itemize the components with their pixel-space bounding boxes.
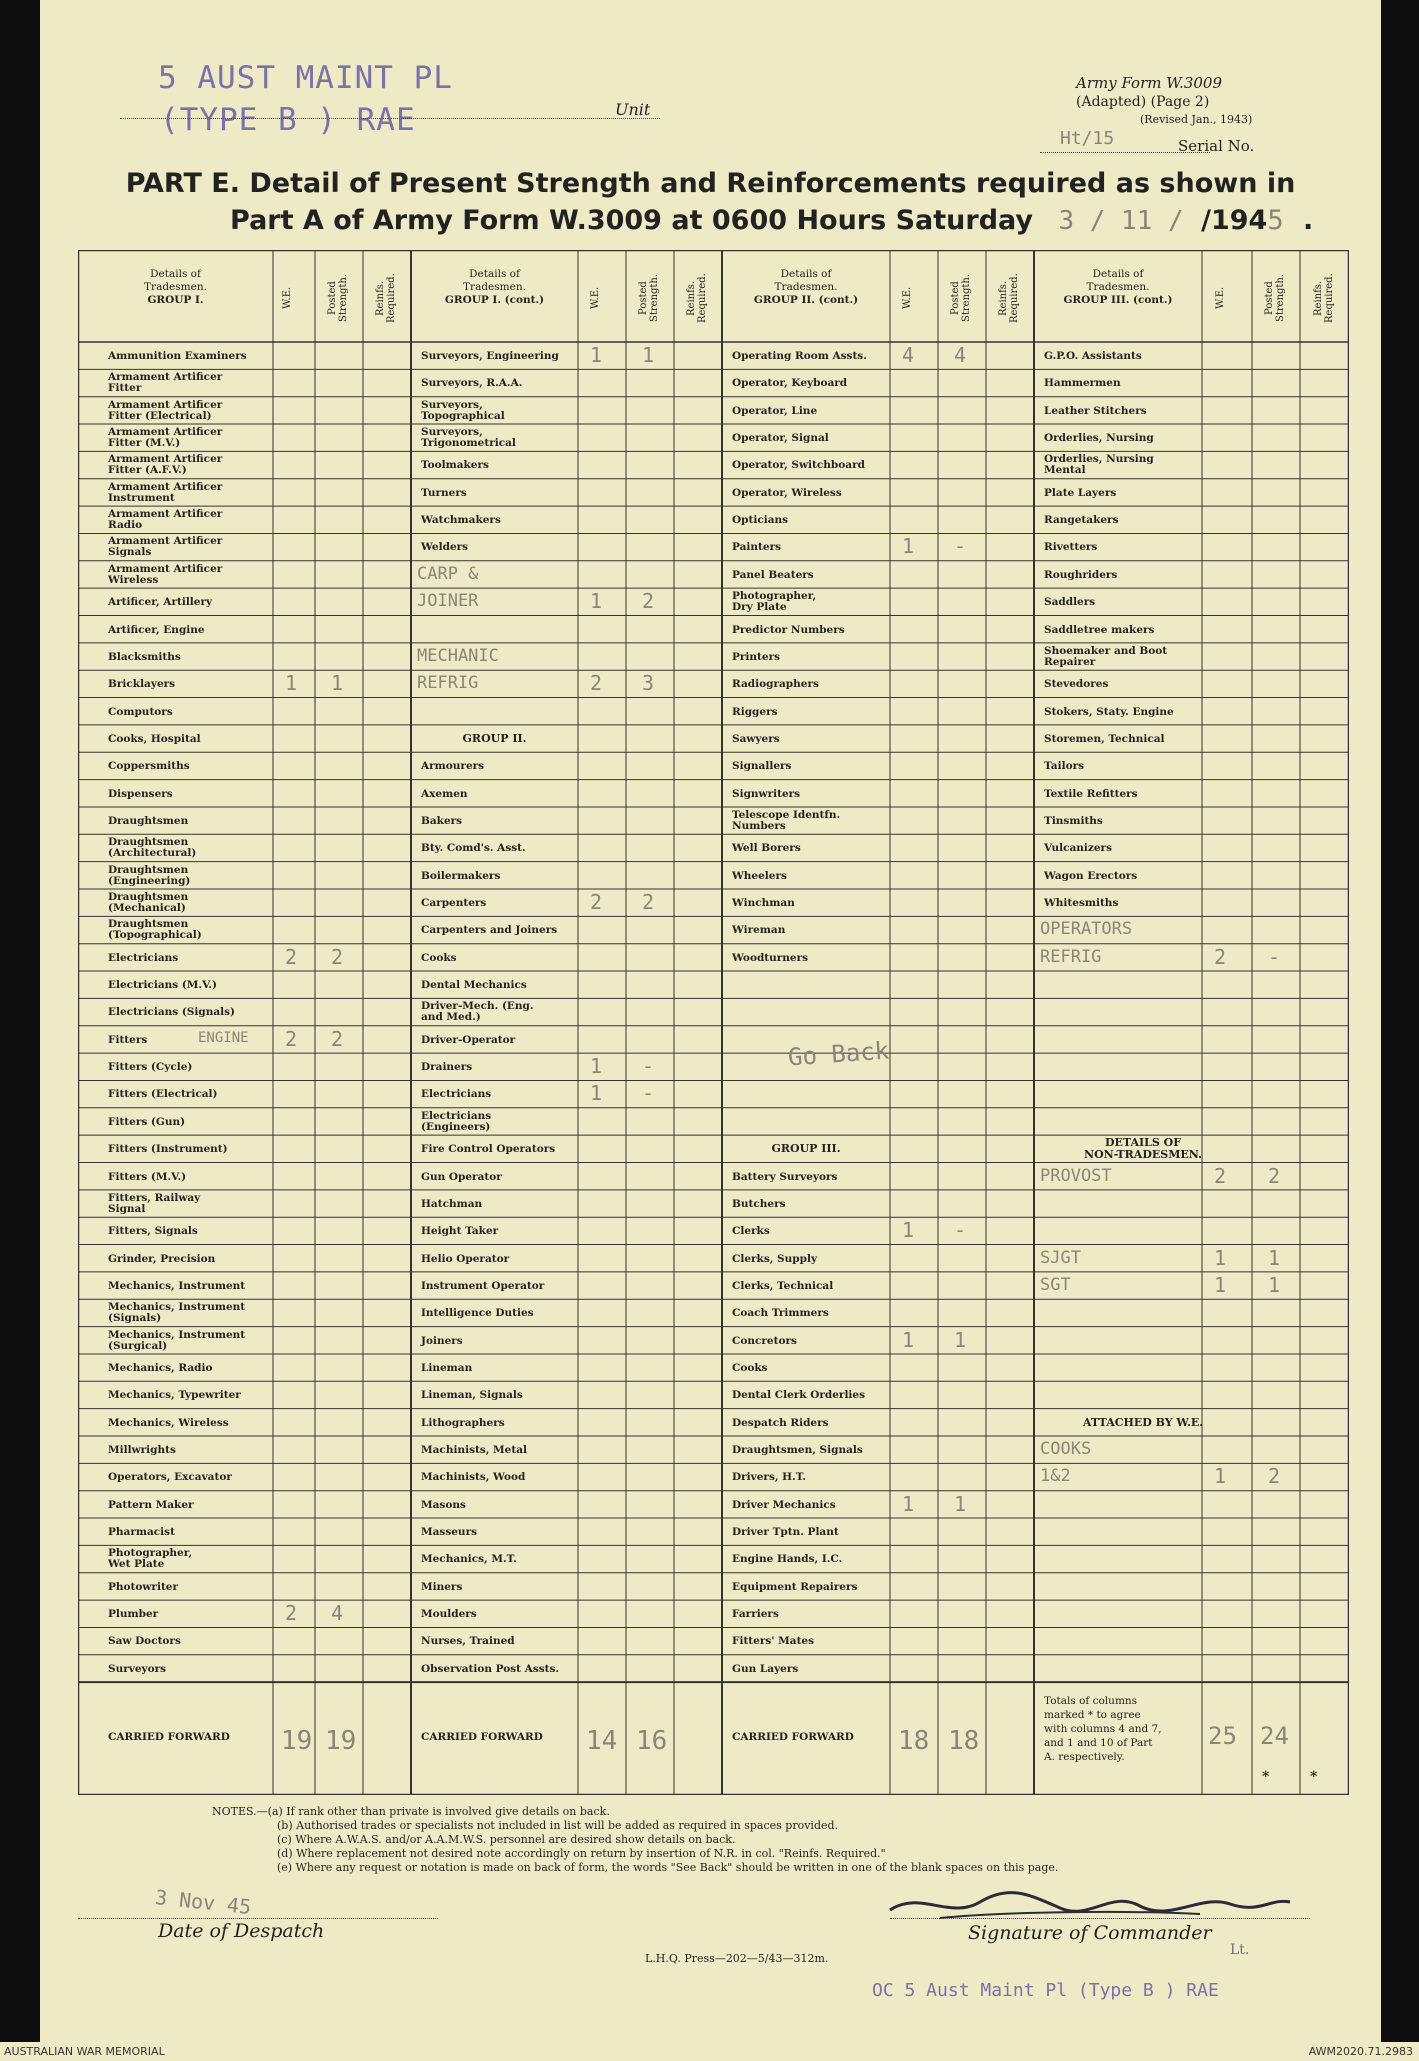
tradesman-label: Mechanics, Radio	[108, 1361, 213, 1374]
tradesman-label: Operator, Signal	[732, 432, 829, 445]
tradesman-label: Tailors	[1044, 760, 1085, 773]
tradesman-label: Observation Post Assts.	[421, 1662, 560, 1675]
tradesman-label: Cooks	[732, 1361, 768, 1374]
unit-label: Unit	[615, 100, 651, 119]
we-header: W.E.	[1215, 286, 1226, 310]
handwritten-we: 1	[590, 1081, 603, 1106]
we-header: W.E.	[902, 286, 913, 310]
tradesman-label: Armament Artificer Wireless	[108, 562, 223, 586]
tradesman-label: Panel Beaters	[732, 568, 814, 581]
tradesman-label: Roughriders	[1044, 568, 1118, 581]
handwritten-we: 1	[902, 1218, 915, 1243]
tradesman-label: Armament Artificer Instrument	[108, 480, 223, 504]
tradesman-label: Fitters (M.V.)	[108, 1170, 187, 1183]
tradesman-label: Electricians	[108, 951, 179, 964]
form-title: Army Form W.3009	[1076, 74, 1222, 92]
tradesman-label: Clerks	[732, 1225, 770, 1238]
tradesman-label: Armament Artificer Fitter (A.F.V.)	[108, 453, 223, 477]
title-line2: Part A of Army Form W.3009 at 0600 Hours Saturday	[230, 205, 1034, 236]
despatch-label: Date of Despatch	[158, 1920, 325, 1942]
tradesman-label: Lineman, Signals	[421, 1389, 523, 1402]
handwritten-trade: CARP &	[417, 563, 479, 584]
tradesman-label: Dental Clerk Orderlies	[732, 1389, 866, 1402]
carried-posted: 18	[948, 1726, 980, 1757]
handwritten-posted: 2	[642, 589, 655, 614]
tradesman-label: Driver Mechanics	[732, 1498, 836, 1511]
tradesman-label: Clerks, Technical	[732, 1279, 834, 1292]
unit-stamp-line1: 5 AUST MAINT PL	[158, 60, 453, 96]
tradesman-label: Armament Artificer Fitter	[108, 371, 223, 395]
tradesman-label: Orderlies, Nursing	[1044, 432, 1154, 445]
carried-we: 19	[281, 1726, 313, 1757]
tradesman-label: Bricklayers	[108, 678, 176, 691]
signature-label: Signature of Commander	[968, 1922, 1212, 1944]
tradesman-label: Photowriter	[108, 1580, 179, 1593]
handwritten-trade: SGT	[1040, 1274, 1071, 1295]
tradesman-label: Armament Artificer Radio	[108, 508, 223, 532]
title-line1: PART E. Detail of Present Strength and Reinforcements required as shown in	[125, 168, 1296, 199]
tradesman-label: Textile Refitters	[1044, 787, 1138, 800]
tradesman-label: Opticians	[732, 514, 789, 527]
handwritten-posted: 2	[1268, 1163, 1281, 1188]
posted-strength-header: Posted Strength.	[950, 273, 972, 323]
tradesman-label: Stokers, Staty. Engine	[1044, 705, 1174, 718]
handwritten-posted: -	[1268, 944, 1281, 969]
year-label: /194	[1201, 205, 1268, 236]
tradesman-label: Drivers, H.T.	[732, 1471, 806, 1484]
posted-strength-header: Posted Strength.	[638, 273, 660, 323]
tradesman-label: Surveyors	[108, 1662, 167, 1675]
handwritten-posted: 3	[642, 671, 655, 696]
tradesman-label: Photographer, Wet Plate	[108, 1547, 193, 1571]
title-period: .	[1302, 205, 1314, 236]
column-header-line: GROUP III. (cont.)	[1063, 294, 1173, 306]
tradesman-label: Nurses, Trained	[421, 1635, 515, 1648]
handwritten-trade: 1&2	[1040, 1466, 1071, 1487]
column-header-line: Details of	[469, 268, 520, 280]
tradesman-label: Mechanics, Wireless	[108, 1416, 229, 1429]
carried-posted: 19	[325, 1726, 357, 1757]
tradesman-label: Surveyors, Trigonometrical	[421, 426, 516, 450]
posted-strength-header: Posted Strength.	[327, 273, 349, 323]
tradesman-label: Wireman	[732, 924, 786, 937]
tradesman-label: Cooks, Hospital	[108, 732, 201, 745]
tradesman-label: Operator, Line	[732, 404, 818, 417]
tradesman-label: Despatch Riders	[732, 1416, 829, 1429]
column-header	[1034, 268, 1202, 307]
form-page	[40, 0, 1381, 2042]
tradesman-label: Well Borers	[732, 842, 801, 855]
tradesman-label: Artificer, Engine	[108, 623, 205, 636]
tradesman-label: Operator, Switchboard	[732, 459, 865, 472]
handwritten-note: ENGINE	[198, 1029, 249, 1046]
tradesman-label: Signwriters	[732, 787, 801, 800]
tradesman-label: Rangetakers	[1044, 514, 1119, 527]
tradesman-label: Wheelers	[732, 869, 787, 882]
reinfs-required-header: Reinfs. Required.	[1312, 273, 1335, 323]
totals-note: Totals of columns marked * to agree with columns 4 and 7, and 1 and 10 of Part A. respectively.	[1044, 1695, 1162, 1764]
tradesman-label: Dispensers	[108, 787, 173, 800]
column-header-line: Tradesmen.	[1086, 281, 1150, 293]
oc-stamp: OC 5 Aust Maint Pl (Type B ) RAE	[872, 1980, 1219, 2001]
tradesman-label: Whitesmiths	[1044, 897, 1119, 909]
handwritten-trade: REFRIG	[417, 673, 479, 694]
tradesman-label: Draughtsmen (Architectural)	[108, 836, 197, 860]
handwritten-posted: -	[642, 1054, 655, 1079]
strength-table	[78, 250, 1349, 1795]
tradesman-label: Fitters (Electrical)	[108, 1088, 218, 1101]
tradesman-label: Wagon Erectors	[1044, 869, 1138, 882]
column-header-line: Tradesmen.	[463, 281, 526, 293]
tradesman-label: Toolmakers	[421, 459, 489, 472]
tradesman-label: Coach Trimmers	[732, 1307, 829, 1320]
tradesman-label: Butchers	[732, 1197, 786, 1210]
column-header-line: Tradesmen.	[144, 281, 207, 293]
group-subheading: GROUP II.	[462, 731, 527, 745]
tradesman-label: Bakers	[421, 814, 463, 827]
tradesman-label: Tinsmiths	[1044, 814, 1103, 827]
handwritten-we: 1	[902, 534, 915, 559]
tradesman-label: Pharmacist	[108, 1526, 175, 1539]
tradesman-label: Rivetters	[1044, 541, 1098, 554]
tradesman-label: Surveyors, Engineering	[421, 350, 559, 362]
tradesman-label: Radiographers	[732, 678, 819, 691]
tradesman-label: Orderlies, Nursing Mental	[1044, 453, 1154, 477]
column-header-line: GROUP I.	[147, 294, 204, 306]
tradesman-label: Draughtsmen, Signals	[732, 1444, 863, 1456]
tradesman-label: Fitters, Railway Signal	[108, 1191, 201, 1215]
reinfs-required-header: Reinfs. Required.	[375, 273, 397, 323]
reinfs-required-header: Reinfs. Required.	[686, 273, 708, 323]
handwritten-posted: 2	[1268, 1464, 1281, 1489]
handwritten-trade: SJGT	[1040, 1247, 1081, 1268]
tradesman-label: Armament Artificer Signals	[108, 535, 223, 559]
tradesman-label: Fitters (Cycle)	[108, 1061, 193, 1074]
tradesman-label: Intelligence Duties	[421, 1307, 534, 1320]
tradesman-label: Driver-Operator	[421, 1033, 516, 1046]
handwritten-we: 2	[285, 944, 298, 969]
tradesman-label: Signallers	[732, 760, 792, 773]
tradesman-label: Plate Layers	[1044, 486, 1117, 499]
tradesman-label: Artificer, Artillery	[108, 596, 213, 609]
column-header-line: Tradesmen.	[774, 281, 838, 293]
handwritten-we: 1	[590, 1054, 603, 1079]
carried-forward-label: CARRIED FORWARD	[108, 1731, 230, 1744]
tradesman-label: Farriers	[732, 1608, 779, 1621]
tradesman-label: Lineman	[421, 1361, 473, 1374]
handwritten-trade: COOKS	[1040, 1439, 1092, 1459]
tradesman-label: Bty. Comd's. Asst.	[421, 842, 526, 855]
handwritten-posted: 1	[954, 1491, 967, 1516]
tradesman-label: Saddletree makers	[1044, 623, 1155, 636]
tradesman-label: Masseurs	[421, 1526, 478, 1539]
tradesman-label: Saddlers	[1044, 596, 1096, 609]
tradesman-label: Printers	[732, 650, 781, 663]
unit-line	[120, 118, 660, 119]
title-line2-wrap	[230, 205, 1313, 236]
handwritten-we: 1	[1214, 1245, 1227, 1270]
tradesman-label: Draughtsmen (Engineering)	[108, 863, 191, 887]
handwritten-posted: 1	[331, 671, 344, 696]
tradesman-label: Operator, Wireless	[732, 486, 842, 499]
carried-forward-label: CARRIED FORWARD	[421, 1731, 543, 1744]
handwritten-posted: 4	[331, 1601, 344, 1626]
tradesman-label: Dental Mechanics	[421, 979, 527, 992]
tradesman-label: Armament Artificer Fitter (M.V.)	[108, 426, 223, 450]
column-header	[78, 268, 273, 307]
tradesman-label: Computors	[108, 705, 173, 718]
tradesman-label: Leather Stitchers	[1044, 404, 1147, 417]
tradesman-label: Carpenters and Joiners	[421, 924, 558, 937]
carried-forward-label: CARRIED FORWARD	[732, 1731, 854, 1744]
date-handwritten: 3 / 11 /	[1058, 206, 1184, 236]
tradesman-label: Draughtsmen (Mechanical)	[108, 891, 189, 914]
tradesman-label: Operators, Excavator	[108, 1471, 232, 1484]
handwritten-we: 1	[285, 671, 298, 696]
handwritten-posted: 2	[331, 1026, 344, 1051]
handwritten-we: 1	[902, 1491, 915, 1516]
tradesman-label: Height Taker	[421, 1225, 499, 1238]
tradesman-label: Vulcanizers	[1044, 842, 1113, 855]
tradesman-label: G.P.O. Assistants	[1044, 350, 1142, 362]
tradesman-label: Operating Room Assts.	[732, 350, 867, 362]
star-posted: *	[1262, 1769, 1270, 1786]
handwritten-center-note: Go Back	[787, 1036, 891, 1072]
tradesman-label: Machinists, Wood	[421, 1471, 526, 1484]
tradesman-label: Lithographers	[421, 1416, 505, 1429]
handwritten-we: 1	[902, 1327, 915, 1352]
tradesman-label: Winchman	[732, 897, 795, 909]
handwritten-we: 1	[590, 589, 603, 614]
tradesman-label: Electricians	[421, 1088, 492, 1101]
tradesman-label: Carpenters	[421, 897, 487, 909]
tradesman-label: Mechanics, Instrument	[108, 1279, 246, 1292]
tradesman-label: Watchmakers	[421, 514, 501, 527]
tradesman-label: Operator, Keyboard	[732, 377, 848, 390]
despatch-date: 3 Nov 45	[154, 1885, 253, 1919]
tradesman-label: Moulders	[421, 1608, 477, 1621]
form-adapted: (Adapted) (Page 2)	[1076, 94, 1210, 110]
tradesman-label: Fire Control Operators	[421, 1143, 556, 1156]
tradesman-label: Electricians (Signals)	[108, 1006, 236, 1019]
we-header: W.E.	[590, 286, 601, 310]
tradesman-label: Mechanics, Instrument (Surgical)	[108, 1328, 246, 1352]
tradesman-label: Armourers	[421, 760, 485, 773]
tradesman-label: Equipment Repairers	[732, 1580, 858, 1593]
serial-handwritten: Ht/15	[1060, 128, 1115, 149]
tradesman-label: Surveyors, R.A.A.	[421, 377, 523, 390]
tradesman-label: Hammermen	[1044, 377, 1121, 390]
tradesman-label: Mechanics, Typewriter	[108, 1389, 241, 1402]
handwritten-we: 2	[590, 890, 603, 914]
archive-strip	[0, 2042, 1419, 2061]
handwritten-posted: 1	[1268, 1272, 1281, 1297]
form-revised: (Revised Jan., 1943)	[1140, 113, 1253, 126]
tradesman-label: Boilermakers	[421, 869, 501, 882]
handwritten-we: 1	[1214, 1272, 1227, 1297]
tradesman-label: Stevedores	[1044, 678, 1109, 691]
tradesman-label: Gun Operator	[421, 1170, 502, 1183]
column-header-line: GROUP II. (cont.)	[753, 294, 859, 306]
tradesman-label: Fitters (Gun)	[108, 1115, 186, 1128]
note-e: (e) Where any request or notation is made on back of form, the words "See Back" should be written in one of the blank spaces on this page.	[277, 1861, 1059, 1874]
tradesman-label: Helio Operator	[421, 1252, 510, 1265]
tradesman-label: Saw Doctors	[108, 1635, 181, 1648]
handwritten-trade: REFRIG	[1040, 946, 1102, 967]
tradesman-label: Armament Artificer Fitter (Electrical)	[108, 398, 223, 422]
handwritten-we: 1	[1214, 1464, 1227, 1489]
tradesman-label: Drainers	[421, 1061, 473, 1074]
column-header-line: Details of	[780, 268, 832, 280]
tradesman-label: Blacksmiths	[108, 650, 181, 663]
tradesman-label: Engine Hands, I.C.	[732, 1553, 843, 1566]
unit-stamp-line2: (TYPE B ) RAE	[160, 102, 416, 138]
we-header: W.E.	[282, 286, 293, 310]
handwritten-posted: -	[642, 1081, 655, 1106]
handwritten-posted: 1	[642, 343, 655, 367]
tradesman-label: Coppersmiths	[108, 760, 190, 773]
tradesman-label: Welders	[421, 541, 469, 554]
handwritten-we: 2	[285, 1601, 298, 1626]
tradesman-label: Hatchman	[421, 1197, 483, 1210]
tradesman-label: Surveyors, Topographical	[421, 398, 505, 422]
posted-strength-header: Posted Strength.	[1264, 273, 1286, 323]
lt-label: Lt.	[1230, 1942, 1250, 1958]
tradesman-label: Clerks, Supply	[732, 1252, 818, 1265]
handwritten-posted: 2	[331, 944, 344, 969]
tradesman-label: Machinists, Metal	[421, 1444, 527, 1456]
tradesman-label: Painters	[732, 541, 782, 554]
handwritten-trade: JOINER	[417, 591, 479, 612]
tradesman-label: Fitters (Instrument)	[108, 1143, 228, 1156]
handwritten-trade: PROVOST	[1040, 1165, 1112, 1186]
column-header-line: Details of	[150, 268, 201, 280]
tradesman-label: Instrument Operator	[421, 1279, 545, 1292]
tradesman-label: Grinder, Precision	[108, 1252, 216, 1265]
tradesman-label: Photographer, Dry Plate	[732, 590, 817, 614]
handwritten-trade: OPERATORS	[1040, 919, 1133, 940]
handwritten-we: 2	[285, 1026, 298, 1051]
tradesman-label: Joiners	[421, 1334, 463, 1347]
signature-line	[890, 1918, 1310, 1919]
tradesman-label: Ammunition Examiners	[108, 350, 247, 362]
handwritten-we: 4	[902, 343, 915, 367]
tradesman-label: Fitters, Signals	[108, 1225, 198, 1238]
tradesman-label: Pattern Maker	[108, 1498, 194, 1511]
year-handwritten: 5	[1267, 205, 1284, 236]
tradesman-label: Battery Surveyors	[732, 1170, 838, 1183]
note-c: (c) Where A.W.A.S. and/or A.A.M.W.S. personnel are desired show details on back.	[277, 1833, 736, 1846]
handwritten-posted: -	[954, 1218, 967, 1243]
tradesman-label: Masons	[421, 1498, 466, 1511]
tradesman-label: Telescope Identfn. Numbers	[732, 808, 841, 832]
column-header	[411, 268, 578, 307]
tradesman-label: Draughtsmen	[108, 814, 189, 827]
archive-right: AWM2020.71.2983	[1308, 2045, 1413, 2058]
column-header-line: GROUP I. (cont.)	[444, 294, 545, 306]
column-header	[722, 268, 890, 307]
tradesman-label: Mechanics, M.T.	[421, 1553, 517, 1566]
star-reinfs: *	[1310, 1769, 1318, 1786]
tradesman-label: Miners	[421, 1580, 463, 1593]
serial-label: Serial No.	[1178, 137, 1255, 155]
group-subheading: GROUP III.	[771, 1142, 841, 1156]
tradesman-label: Millwrights	[108, 1444, 176, 1456]
handwritten-posted: -	[954, 534, 967, 559]
totals-posted: 24	[1260, 1722, 1289, 1751]
tradesman-label: Fitters	[108, 1033, 148, 1046]
tradesman-label: Sawyers	[732, 732, 780, 745]
tradesman-label: Draughtsmen (Topographical)	[108, 918, 202, 942]
tradesman-label: Electricians (Engineers)	[421, 1109, 492, 1133]
handwritten-we: 2	[1214, 944, 1227, 969]
note-b: (b) Authorised trades or specialists not included in list will be added as required in spaces provided.	[277, 1819, 839, 1832]
column-header-line: Details of	[1092, 268, 1144, 280]
tradesman-label: Mechanics, Instrument (Signals)	[108, 1301, 246, 1325]
tradesman-label: Concretors	[732, 1334, 797, 1347]
tradesman-label: Driver Tptn. Plant	[732, 1526, 839, 1539]
handwritten-posted: 4	[954, 343, 967, 367]
tradesman-label: Electricians (M.V.)	[108, 979, 218, 992]
handwritten-posted: 1	[954, 1327, 967, 1352]
carried-we: 18	[898, 1726, 930, 1757]
note-d: (d) Where replacement not desired note accordingly on return by insertion of N.R. in col. "Reinfs. Required."	[277, 1847, 886, 1860]
totals-we: 25	[1208, 1722, 1237, 1751]
carried-posted: 16	[636, 1726, 668, 1757]
archive-left: AUSTRALIAN WAR MEMORIAL	[4, 2045, 165, 2058]
press-info: L.H.Q. Press—202—5/43—312m.	[645, 1952, 829, 1965]
tradesman-label: Axemen	[421, 787, 468, 800]
handwritten-trade: MECHANIC	[417, 645, 499, 666]
handwritten-posted: 1	[1268, 1245, 1281, 1270]
tradesman-label: Predictor Numbers	[732, 623, 845, 636]
tradesman-label: Storemen, Technical	[1044, 732, 1165, 745]
handwritten-we: 2	[590, 671, 603, 696]
note-a: NOTES.—(a) If rank other than private is involved give details on back.	[212, 1805, 610, 1818]
tradesman-label: Woodturners	[732, 951, 809, 964]
carried-we: 14	[586, 1726, 618, 1757]
handwritten-posted: 2	[642, 890, 655, 914]
despatch-line	[78, 1918, 438, 1919]
group-subheading: ATTACHED BY W.E.	[1082, 1415, 1204, 1429]
tradesman-label: Plumber	[108, 1608, 159, 1621]
handwritten-we: 2	[1214, 1163, 1227, 1188]
reinfs-required-header: Reinfs. Required.	[998, 273, 1020, 323]
tradesman-label: Cooks	[421, 951, 457, 964]
tradesman-label: Driver-Mech. (Eng. and Med.)	[421, 1000, 534, 1024]
tradesman-label: Shoemaker and Boot Repairer	[1044, 644, 1168, 668]
group-subheading: DETAILS OF NON-TRADESMEN.	[1084, 1136, 1202, 1162]
tradesman-label: Gun Layers	[732, 1662, 799, 1675]
tradesman-label: Riggers	[732, 705, 778, 718]
handwritten-we: 1	[590, 343, 603, 367]
tradesman-label: Fitters' Mates	[732, 1635, 815, 1648]
tradesman-label: Turners	[421, 486, 467, 499]
